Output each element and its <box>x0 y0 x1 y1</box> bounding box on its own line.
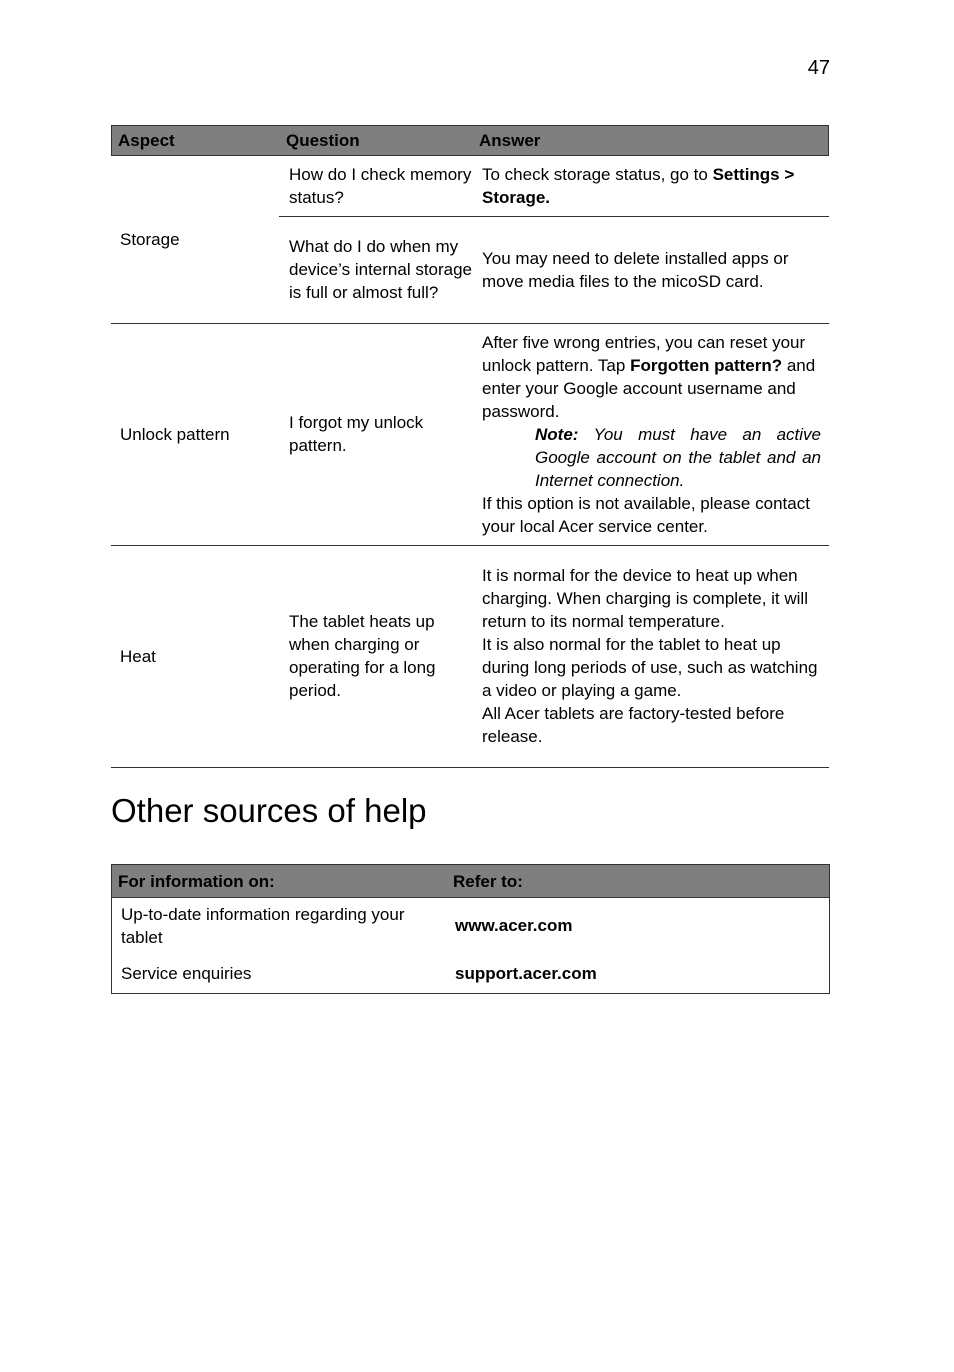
heat-question: The tablet heats up when charging or operating for a long period. <box>289 612 436 700</box>
storage-answer-2 <box>472 217 829 322</box>
help-link-acer[interactable]: www.acer.com <box>455 916 573 935</box>
page-number: 47 <box>807 57 830 79</box>
unlock-group <box>111 324 829 546</box>
storage-answer-2-text: You may need to delete installed apps or move media files to the micoSD card. <box>482 248 789 291</box>
heat-answer <box>472 546 829 766</box>
header-answer: Answer <box>479 131 541 150</box>
storage-answer-1 <box>472 156 829 216</box>
unlock-answer-text-1: After five wrong entries, you can reset your unlock pattern. Tap <box>482 332 806 375</box>
heat-group <box>111 546 829 768</box>
unlock-answer-text-3: If this option is not available, please contact your local Acer service center. <box>482 493 810 536</box>
storage-aspect: Storage <box>120 230 180 249</box>
storage-answer-1-text: To check storage status, go to <box>482 165 713 184</box>
storage-group <box>111 156 829 324</box>
storage-answer-1-path: Settings > Storage. <box>482 165 795 207</box>
table-row <box>112 953 829 993</box>
help-link-support[interactable]: support.acer.com <box>455 963 597 983</box>
table-row <box>112 898 829 953</box>
help-header-row <box>112 865 829 898</box>
unlock-aspect: Unlock pattern <box>120 425 230 444</box>
header-refer: Refer to: <box>453 871 523 891</box>
unlock-forgotten-pattern: Forgotten pattern? <box>630 355 783 375</box>
section-title: Other sources of help <box>111 792 427 829</box>
table-row <box>279 546 829 766</box>
table-row <box>279 156 829 216</box>
unlock-answer <box>472 324 829 544</box>
heat-answer-text-3: All Acer tablets are factory-tested before release. <box>482 704 785 746</box>
heat-answer-text-1: It is normal for the device to heat up when charging. When charging is complete, it will return to its normal temperature. <box>482 566 808 631</box>
faq-header-row <box>111 125 829 156</box>
help-info-cell: Up-to-date information regarding your tablet <box>121 904 405 947</box>
header-info: For information on: <box>118 871 275 891</box>
table-row <box>279 324 829 544</box>
note-label: Note: <box>535 424 579 444</box>
help-table <box>111 864 830 994</box>
unlock-question: I forgot my unlock pattern. <box>289 413 424 455</box>
faq-table <box>111 125 829 768</box>
heat-aspect: Heat <box>120 647 156 666</box>
note-text: You must have an active Google account on the tablet and an Internet connection. <box>535 424 821 490</box>
help-info-cell: Service enquiries <box>121 963 252 983</box>
header-question: Question <box>286 131 360 150</box>
storage-question-2: What do I do when my device’s internal storage is full or almost full? <box>289 237 473 302</box>
table-row <box>279 216 829 322</box>
storage-question-1: How do I check memory status? <box>289 165 472 207</box>
heat-answer-text-2: It is also normal for the tablet to heat up during long periods of use, such as watching a video or playing a game. <box>482 635 818 700</box>
unlock-answer-text-2: and enter your Google account username and password. <box>482 355 816 421</box>
header-aspect: Aspect <box>118 131 175 150</box>
unlock-note <box>535 423 821 492</box>
